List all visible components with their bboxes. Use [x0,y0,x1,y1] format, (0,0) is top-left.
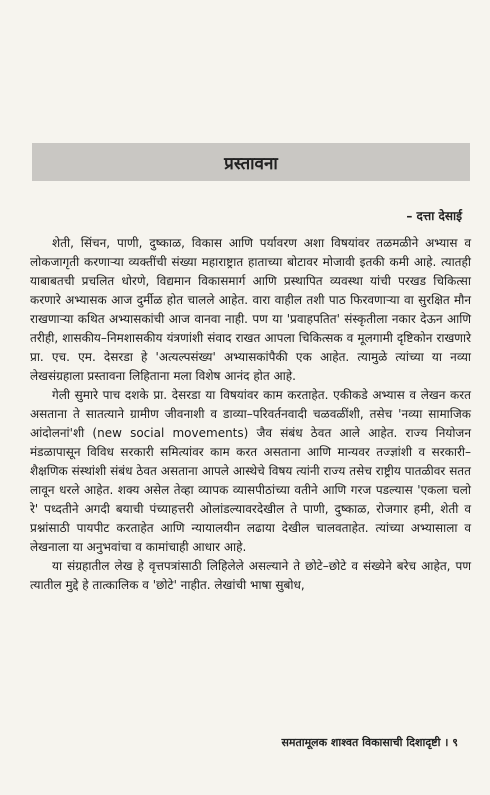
body-text [30,234,471,595]
chapter-heading: प्रस्तावना [224,153,278,174]
page-footer: समतामूलक शाश्वत विकासाची दिशादृष्टी । ९ [281,736,458,749]
author-name: – दत्ता देसाई [406,209,462,223]
paragraph-3: या संग्रहातील लेख हे वृत्तपत्रांसाठी लिहिलेले असल्याने ते छोटे–छोटे व संख्येने बरेच आहेत, पण त्यातील मुद्दे हे तात्कालिक व 'छोटे' नाहीत. लेखांची भाषा सुबोध, [30,559,471,592]
paragraph-1: शेती, सिंचन, पाणी, दुष्काळ, विकास आणि पर्यावरण अशा विषयांवर तळमळीने अभ्यास व लोकजागृती करणाऱ्या व्यक्तींची संख्या महाराष्ट्रात हाताच्या बोटावर मोजावी इतकी कमी आहे. त्यातही याबाबतची प्रचलित धोरणे, विद्यमान विकासमार्ग आणि प्रस्थापित व्यवस्था यांची परखड चिकित्सा करणारे अभ्यासक आज दुर्मीळ होत चालले आहेत. वारा वाहील तशी पाठ फिरवणाऱ्या वा सुरक्षित मौन राखणाऱ्या कथित अभ्यासकांची आज वानवा नाही. पण या 'प्रवाहपतित' संस्कृतीला नकार देऊन आणि तरीही, शासकीय–निमशासकीय यंत्रणांशी संवाद राखत आपला चिकित्सक व मूलगामी दृष्टिकोन राखणारे प्रा. एच. एम. देसरडा हे 'अत्यल्पसंख्य' अभ्यासकांपैकी एक आहेत. त्यामुळे त्यांच्या या नव्या लेखसंग्रहाला प्रस्तावना लिहिताना मला विशेष आनंद होत आहे. [30,236,471,383]
chapter-heading-band [32,143,470,181]
paragraph-2: गेली सुमारे पाच दशके प्रा. देसरडा या विषयांवर काम करताहेत. एकीकडे अभ्यास व लेखन करत असताना ते सातत्याने ग्रामीण जीवनाशी व डाव्या–परिवर्तनवादी चळवळींशी, तसेच 'नव्या सामाजिक आंदोलनां'शी (new social movements) जैव संबंध ठेवत आले आहेत. राज्य नियोजन मंडळापासून विविध सरकारी समित्यांवर काम करत असताना आणि मान्यवर तज्ज्ञांशी व सरकारी–शैक्षणिक संस्थांशी संबंध ठेवत असताना आपले आस्थेचे विषय त्यांनी राज्य तसेच राष्ट्रीय पातळीवर सतत लावून धरले आहेत. शक्य असेल तेव्हा व्यापक व्यासपीठांच्या वतीने आणि गरज पडल्यास 'एकला चलो रे' पध्दतीने अगदी बयाची पंच्याहत्तरी ओलांडल्यावरदेखील ते पाणी, दुष्काळ, रोजगार हमी, शेती व प्रश्नांसाठी पायपीट करताहेत आणि न्यायालयीन लढाया देखील चालवताहेत. त्यांच्या अभ्यासाला व लेखनाला या अनुभवांचा व कामांचाही आधार आहे. [30,388,471,554]
